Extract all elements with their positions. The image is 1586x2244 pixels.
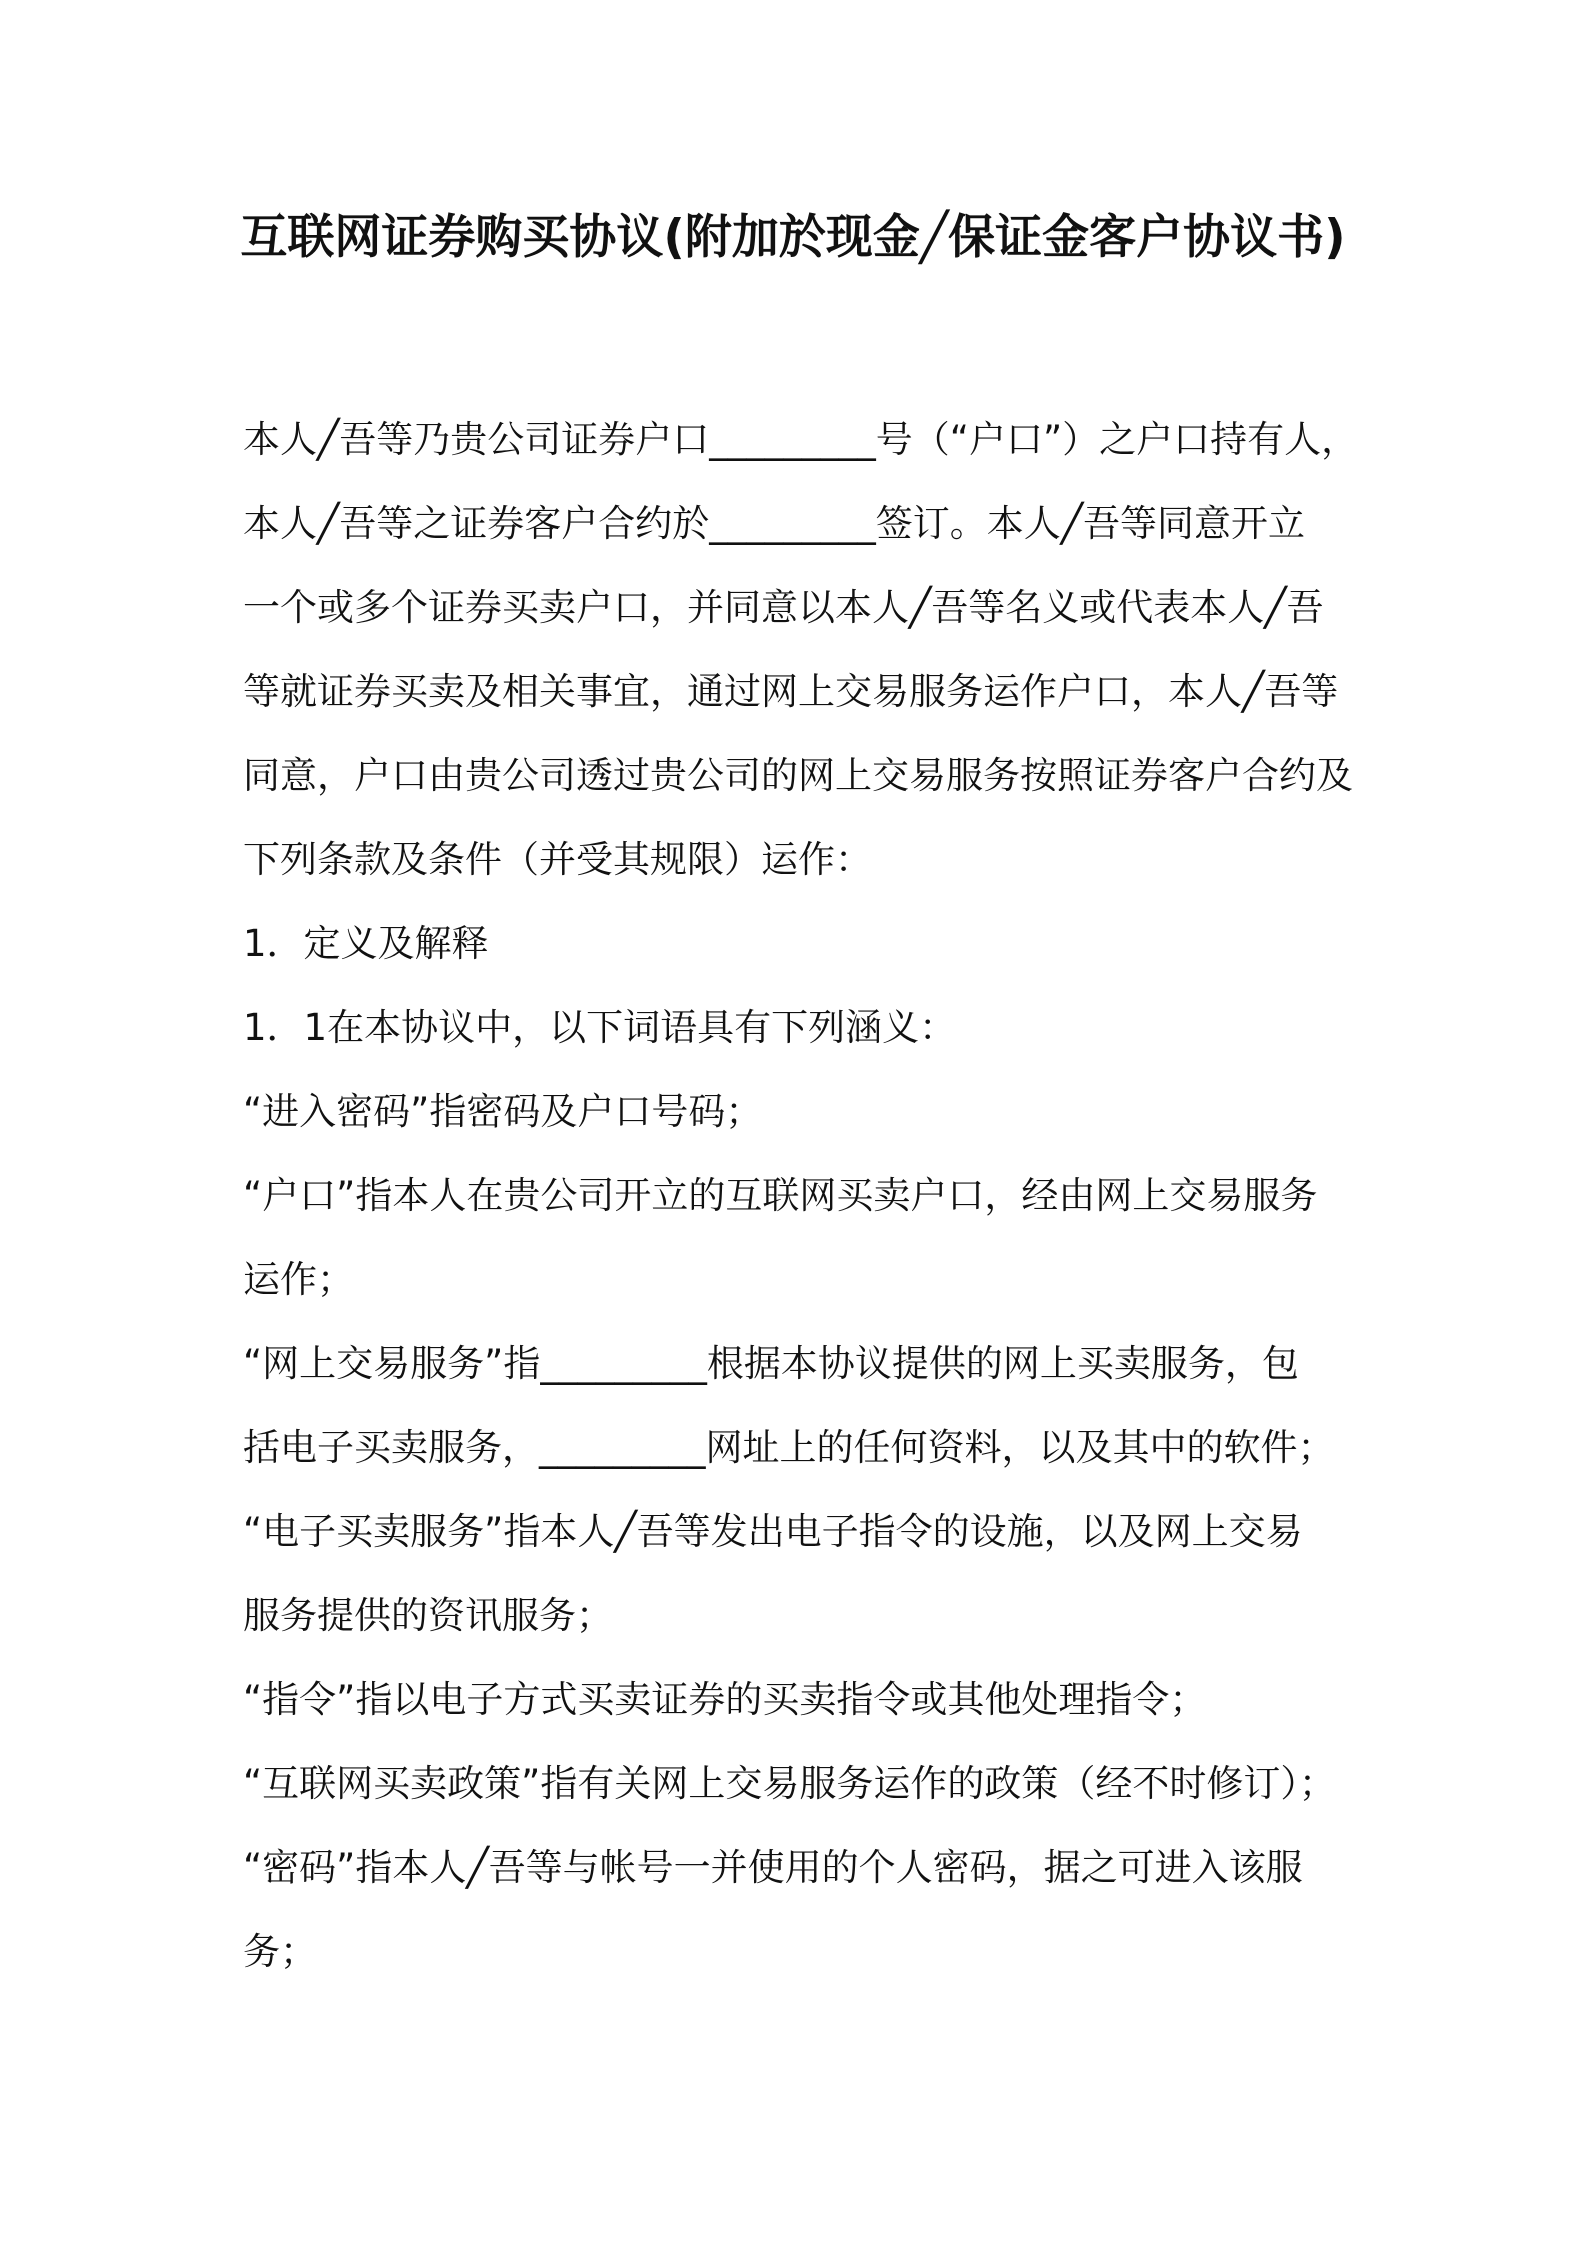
paragraph-line: 同意，户口由贵公司透过贵公司的网上交易服务按照证券客户合约及 (243, 754, 1353, 797)
definition-item: 服务提供的资讯服务； (243, 1594, 613, 1637)
clause-heading: 1．1在本协议中，以下词语具有下列涵义： (243, 1006, 957, 1049)
paragraph-line: 等就证券买卖及相关事宜，通过网上交易服务运作户口，本人╱吾等 (243, 670, 1339, 713)
definition-item: “电子买卖服务”指本人╱吾等发出电子指令的设施，以及网上交易 (243, 1510, 1303, 1553)
definition-item: “互联网买卖政策”指有关网上交易服务运作的政策（经不时修订）； (243, 1762, 1336, 1805)
paragraph-line: 下列条款及条件（并受其规限）运作： (243, 838, 872, 881)
paragraph-line: 本人╱吾等之证券客户合约於_________签订。本人╱吾等同意开立 (243, 502, 1306, 545)
definition-item: “进入密码”指密码及户口号码； (243, 1090, 763, 1133)
paragraph-line: 本人╱吾等乃贵公司证券户口_________号（“户口”）之户口持有人， (243, 418, 1359, 461)
definition-item: “网上交易服务”指_________根据本协议提供的网上买卖服务，包 (243, 1342, 1299, 1385)
definition-item: 运作； (243, 1258, 354, 1301)
document-title: 互联网证券购买协议(附加於现金╱保证金客户协议书) (240, 210, 1346, 265)
definition-item: “密码”指本人╱吾等与帐号一并使用的个人密码，据之可进入该服 (243, 1846, 1303, 1889)
section-heading: 1．定义及解释 (243, 922, 489, 965)
definition-item: 括电子买卖服务，_________网址上的任何资料，以及其中的软件； (243, 1426, 1335, 1469)
definition-item: “户口”指本人在贵公司开立的互联网买卖户口，经由网上交易服务 (243, 1174, 1318, 1217)
document-body (243, 412, 1363, 2008)
paragraph-line: 一个或多个证券买卖户口，并同意以本人╱吾等名义或代表本人╱吾 (243, 586, 1324, 629)
definition-item: “指令”指以电子方式买卖证券的买卖指令或其他处理指令； (243, 1678, 1207, 1721)
definition-item: 务； (243, 1930, 317, 1973)
